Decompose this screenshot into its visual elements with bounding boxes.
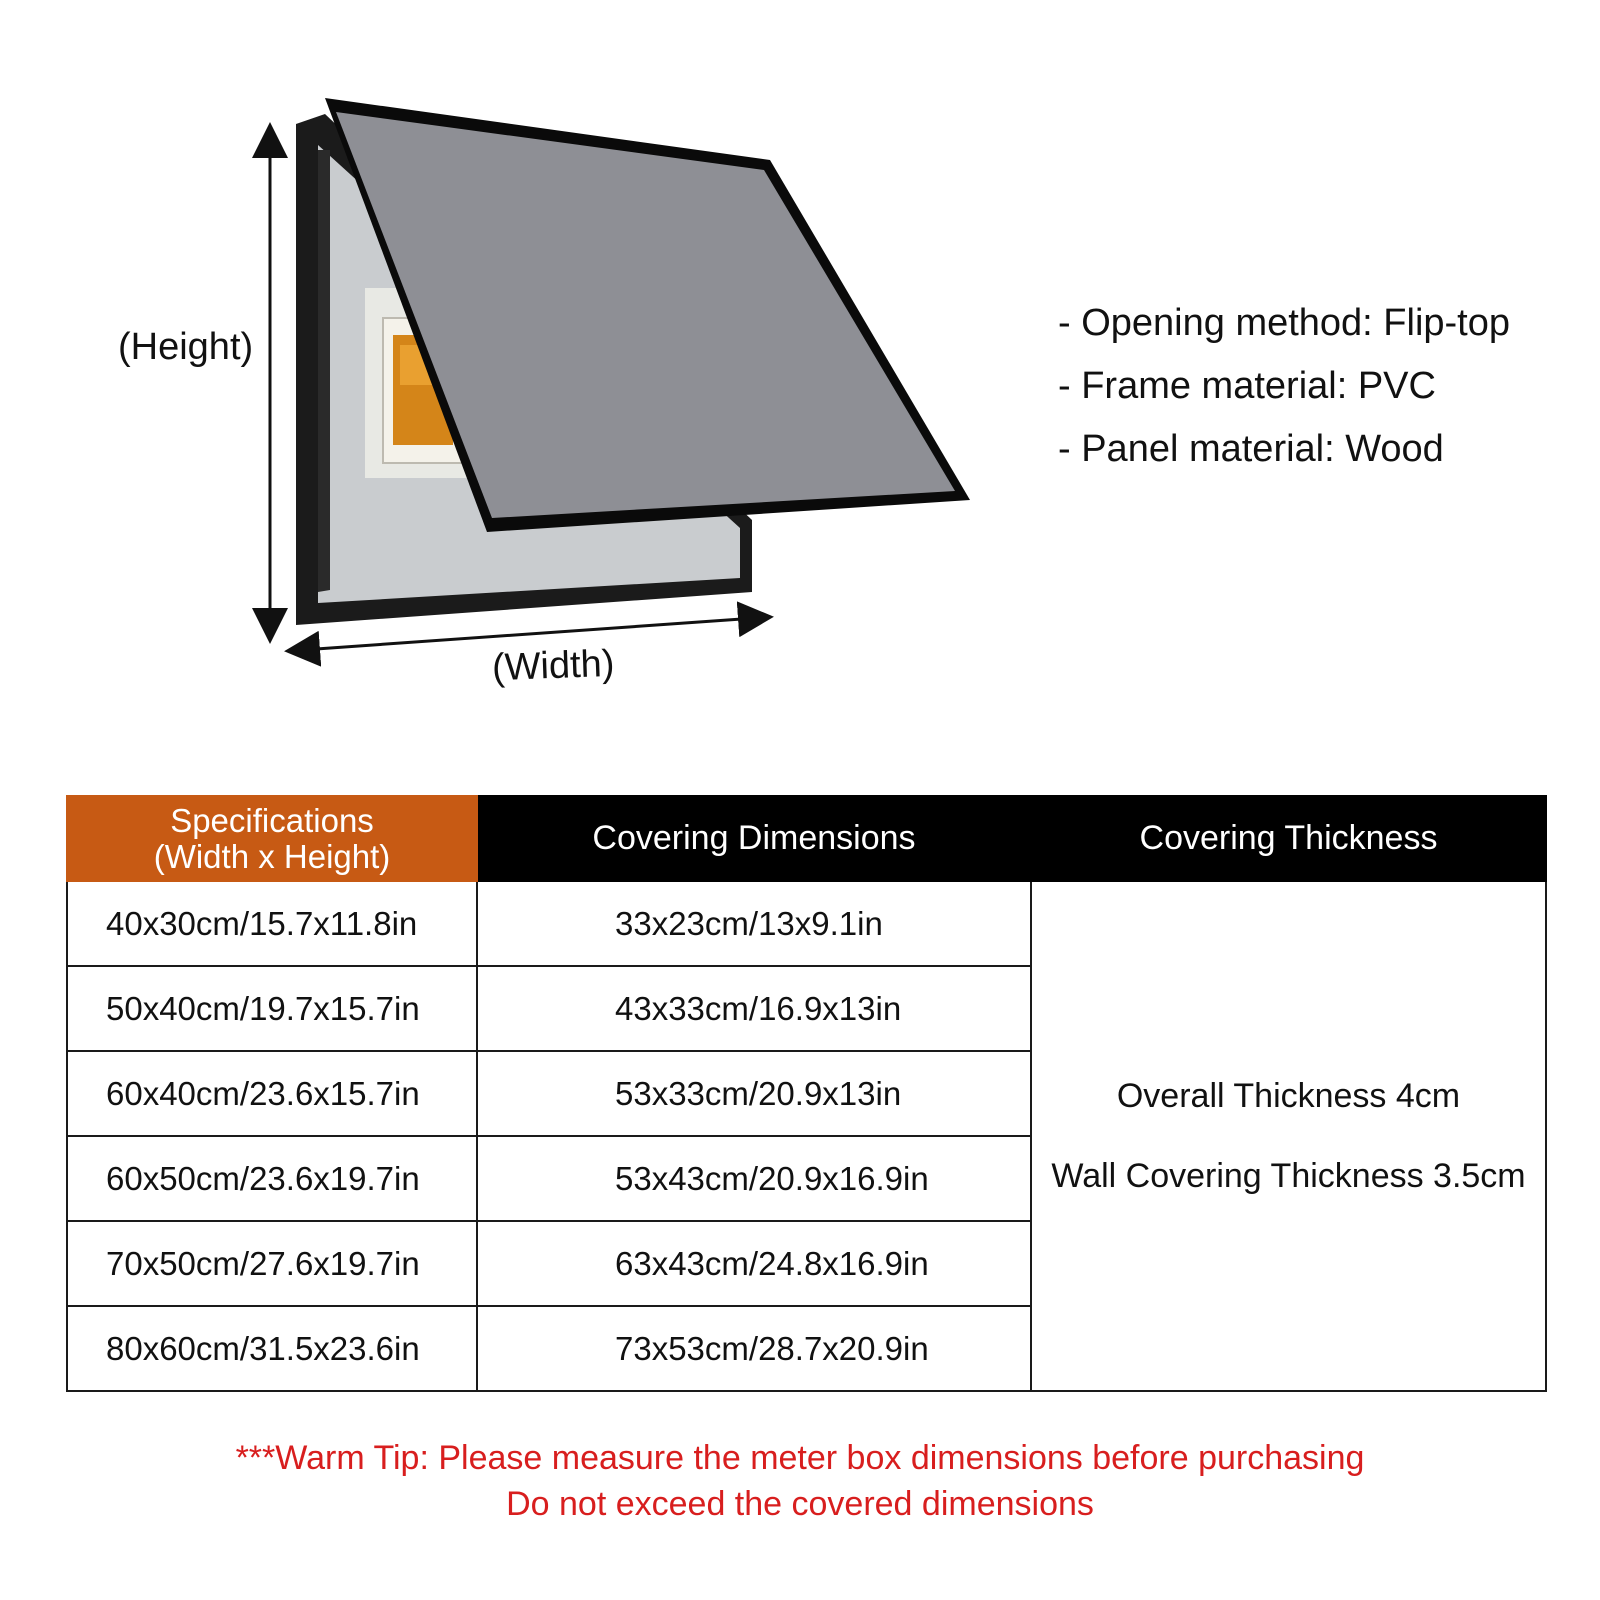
spec-cell: 50x40cm/19.7x15.7in	[67, 966, 477, 1051]
warm-tip-line2: Do not exceed the covered dimensions	[506, 1485, 1094, 1523]
dimension-cell: 43x33cm/16.9x13in	[477, 966, 1031, 1051]
dimension-cell: 33x23cm/13x9.1in	[477, 881, 1031, 966]
spec-cell: 80x60cm/31.5x23.6in	[67, 1306, 477, 1391]
feature-panel-material: - Panel material: Wood	[1058, 428, 1444, 470]
header-specifications	[67, 796, 477, 881]
spec-cell: 40x30cm/15.7x11.8in	[67, 881, 477, 966]
warm-tip	[0, 1435, 1600, 1527]
header-covering-thickness: Covering Thickness	[1031, 796, 1546, 881]
thickness-cell	[1031, 881, 1546, 1391]
thickness-overall: Overall Thickness 4cm	[1116, 1077, 1461, 1115]
header-spec-line2: (Width x Height)	[153, 837, 391, 875]
header-covering-dimensions: Covering Dimensions	[477, 796, 1031, 881]
feature-list	[1058, 292, 1510, 481]
header-spec-line1: Specifications	[170, 801, 374, 839]
dimension-cell: 53x33cm/20.9x13in	[477, 1051, 1031, 1136]
spec-cell: 70x50cm/27.6x19.7in	[67, 1221, 477, 1306]
feature-opening-method: - Opening method: Flip-top	[1058, 302, 1511, 344]
specification-table	[66, 795, 1547, 1392]
feature-frame-material: - Frame material: PVC	[1058, 365, 1436, 407]
dimension-cell: 73x53cm/28.7x20.9in	[477, 1306, 1031, 1391]
width-label: (Width)	[491, 642, 616, 690]
dimension-cell: 53x43cm/20.9x16.9in	[477, 1136, 1031, 1221]
height-label: (Height)	[118, 326, 254, 368]
thickness-wall: Wall Covering Thickness 3.5cm	[1051, 1157, 1526, 1195]
spec-cell: 60x40cm/23.6x15.7in	[67, 1051, 477, 1136]
table-header-row	[67, 796, 1546, 881]
spec-cell: 60x50cm/23.6x19.7in	[67, 1136, 477, 1221]
warm-tip-line1: ***Warm Tip: Please measure the meter box dimensions before purchasing	[235, 1439, 1365, 1477]
dimension-cell: 63x43cm/24.8x16.9in	[477, 1221, 1031, 1306]
table-row	[67, 881, 1546, 966]
